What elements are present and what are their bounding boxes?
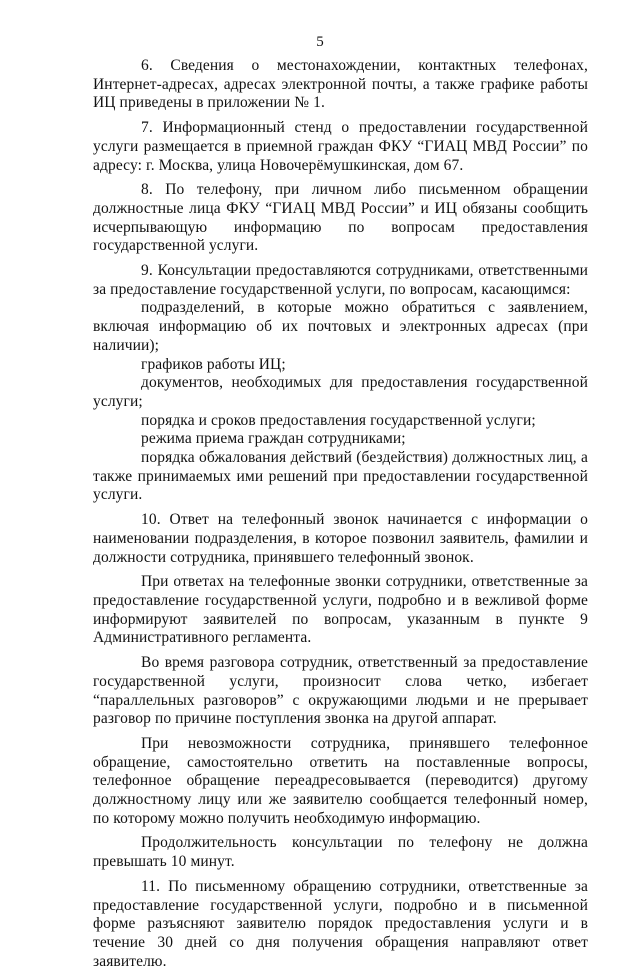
paragraph-conversation: Во время разговора сотрудник, ответственный за предоставление государственной услуги, произносит слова четко, избегает “параллельных разговоров” с окружающими людьми и не прерывает разговор по причине поступления звонка на другой аппарат. xyxy=(93,654,588,728)
list-item-terms: порядка и сроков предоставления государственной услуги; xyxy=(141,411,536,429)
list-item-documents: документов, необходимых для предоставления государственной услуги; xyxy=(93,374,588,410)
document-body xyxy=(93,57,588,971)
list-item-subdivisions: подразделений, в которые можно обратиться с заявлением, включая информацию об их почтовых и электронных адресах (при наличии); xyxy=(93,299,588,354)
paragraph-7: 7. Информационный стенд о предоставлении государственной услуги размещается в приемной граждан ФКУ “ГИАЦ МВД России” по адресу: г. Москва, улица Новочерёмушкинская, дом 67. xyxy=(93,119,588,174)
paragraph-redirect: При невозможности сотрудника, принявшего телефонное обращение, самостоятельно ответить на поставленные вопросы, телефонное обращение переадресовывается (переводится) другому должностному лицу или же заявителю сообщается телефонный номер, по которому можно получить необходимую информацию. xyxy=(93,734,588,827)
paragraph-phone-answers: При ответах на телефонные звонки сотрудники, ответственные за предоставление государственной услуги, подробно и в вежливой форме информируют заявителей по вопросам, указанным в пункте 9 Административного регламента. xyxy=(93,573,588,647)
list-item-schedules: графиков работы ИЦ; xyxy=(141,355,286,373)
list-item-appeals: порядка обжалования действий (бездействия) должностных лиц, а также принимаемых ими решений при предоставлении государственной услуги. xyxy=(93,449,588,504)
page-number: 5 xyxy=(316,34,324,50)
paragraph-10: 10. Ответ на телефонный звонок начинается с информации о наименовании подразделения, в которое позвонил заявитель, фамилии и должности сотрудника, принявшего телефонный звонок. xyxy=(93,511,588,566)
paragraph-duration: Продолжительность консультации по телефону не должна превышать 10 минут. xyxy=(93,834,588,871)
paragraph-9: 9. Консультации предоставляются сотрудниками, ответственными за предоставление государственной услуги, по вопросам, касающимся: xyxy=(93,262,588,298)
list-item-reception: режима приема граждан сотрудниками; xyxy=(141,430,406,448)
paragraph-8: 8. По телефону, при личном либо письменном обращении должностные лица ФКУ “ГИАЦ МВД России” и ИЦ обязаны сообщить исчерпывающую информацию по вопросам предоставления государственной услуги. xyxy=(93,181,588,255)
paragraph-11: 11. По письменному обращению сотрудники, ответственные за предоставление государственной услуги, подробно и в письменной форме разъясняют заявителю порядок предоставления услуги и в течение 30 дней со дня получения обращения направляют ответ заявителю. xyxy=(93,877,588,970)
paragraph-6: 6. Сведения о местонахождении, контактных телефонах, Интернет-адресах, адресах электронной почты, а также графике работы ИЦ приведены в приложении № 1. xyxy=(93,57,588,112)
